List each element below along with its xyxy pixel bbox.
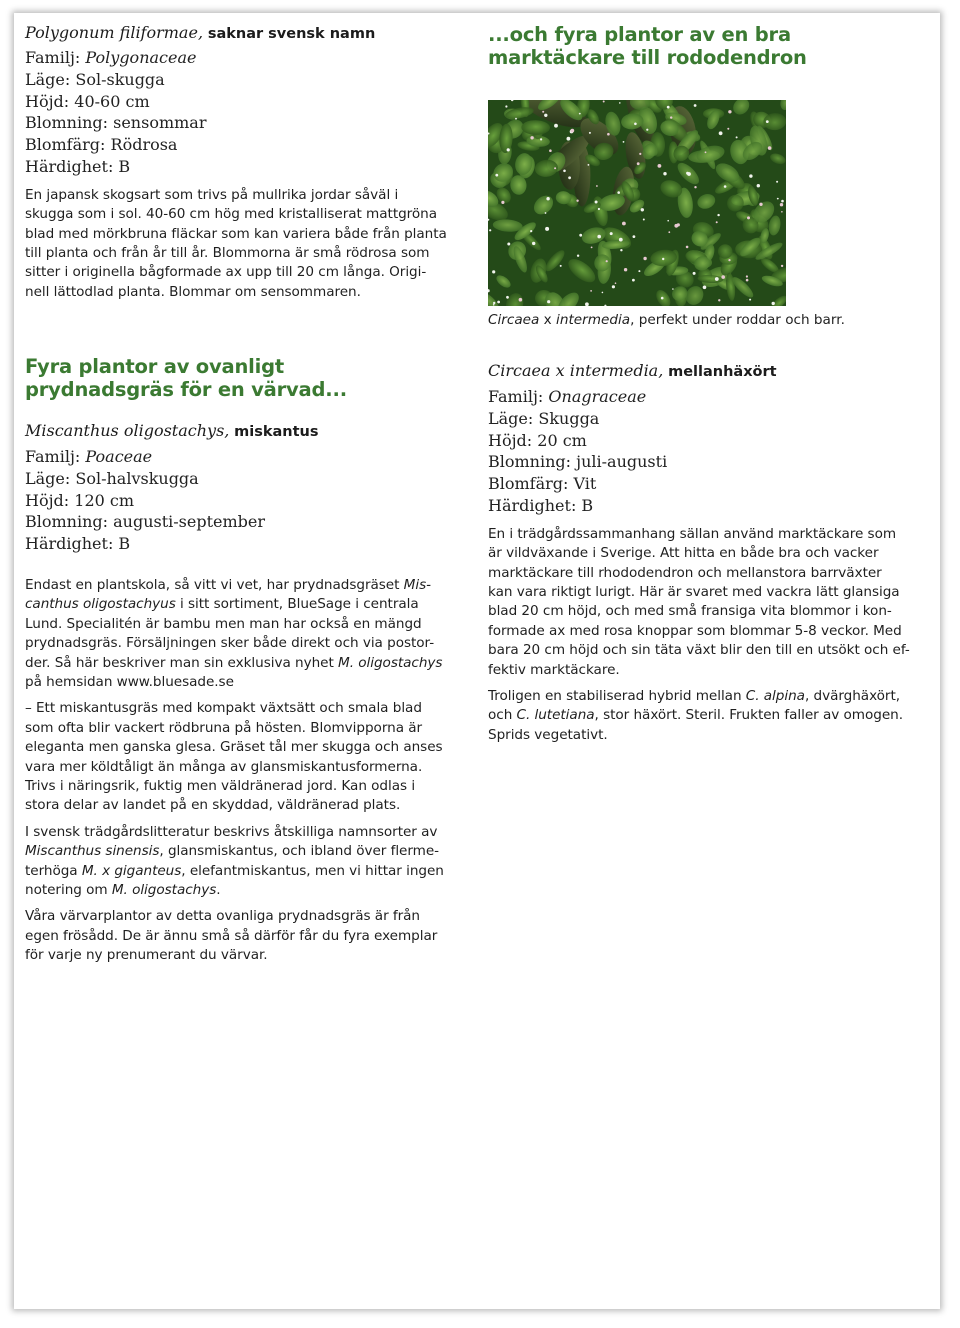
flower-dot [633, 235, 636, 238]
flower-dot [646, 129, 648, 131]
fact-hardiness: Härdighet: B [25, 156, 131, 176]
flower-dot [759, 203, 762, 206]
miscanthus-body [25, 576, 463, 966]
flower-dot [597, 235, 601, 239]
flower-dot [639, 153, 641, 155]
flower-dot [780, 203, 783, 206]
flower-dot [728, 259, 730, 261]
flower-dot [547, 300, 550, 303]
flower-dot [670, 116, 672, 118]
flower-dot [589, 132, 591, 134]
flower-dot [545, 212, 547, 214]
fact-height: Höjd: 20 cm [488, 430, 587, 450]
flower-dot [781, 200, 784, 203]
flower-dot [619, 102, 621, 104]
fact-height: Höjd: 40-60 cm [25, 91, 150, 111]
flower-dot [746, 275, 748, 277]
flower-dot [717, 214, 719, 216]
flower-dot [554, 167, 556, 169]
flower-dot [757, 184, 760, 187]
circaea-title [488, 361, 928, 382]
fact-location: Läge: Skugga [488, 408, 600, 428]
flower-dot [493, 302, 495, 304]
flower-dot [607, 133, 610, 136]
flower-dot [637, 162, 640, 165]
flower-dot [686, 246, 689, 249]
flower-dot [603, 101, 605, 103]
fact-height: Höjd: 120 cm [25, 490, 135, 510]
flower-dot [747, 216, 750, 219]
flower-dot [658, 164, 662, 168]
flower-dot [766, 120, 769, 123]
flower-dot [703, 286, 707, 290]
fact-bloom-time: Blomning: sensommar [25, 113, 207, 133]
flower-dot [620, 249, 622, 251]
flower-dot [544, 114, 547, 117]
polygonum-latin-name: Polygonum filiformae, [25, 23, 204, 42]
flower-dot [632, 279, 635, 282]
flower-dot [724, 185, 727, 188]
flower-dot [497, 301, 500, 304]
flower-dot [606, 260, 608, 262]
fact-family: Familj: Polygonaceae [25, 48, 197, 67]
flower-dot [728, 110, 731, 113]
flower-dot [622, 222, 626, 226]
flower-dot [694, 104, 697, 107]
fact-bloom-time: Blomning: juli-augusti [488, 452, 668, 472]
flower-dot [530, 136, 533, 139]
miscanthus-common-name: miskantus [234, 424, 319, 440]
paragraph-literature: I svensk trädgårdslitteratur beskrivs åtskilliga namnsorter av Miscanthus sinensis, glansmiskantus, och ibland över flerme- terhöga M. x giganteus, elefantmiskantus, men vi hittar ingen notering om M. oligostachys. [25, 823, 444, 899]
flower-dot [598, 208, 600, 210]
fact-hardiness: Härdighet: B [25, 534, 131, 554]
paragraph-nursery: Endast en plantskola, så vitt vi vet, har prydnadsgräset Mis- canthus oligostachyus i sitt sortiment, BlueSage i centrala Lund. Specialitén är bambu men man har också en mängd prydnadsgräs. Försäljningen sker både direkt och via postor- der. Så här beskriver man sin exklusiva nyhet M. oligostachys på hemsidan www.bluesade.se [25, 576, 443, 691]
flower-dot [595, 201, 598, 204]
flower-dot [590, 290, 592, 292]
polygonum-facts [25, 47, 463, 178]
flower-dot [506, 296, 509, 299]
flower-dot [776, 181, 778, 183]
flower-dot [505, 105, 507, 107]
flower-dot [624, 268, 627, 271]
flower-dot [643, 257, 646, 260]
paragraph-hybrid: Troligen en stabiliserad hybrid mellan C. alpina, dvärghäxört, och C. lutetiana, stor häxört. Steril. Frukten faller av omogen. Sprids vegetativt. [488, 688, 903, 743]
flower-dot [718, 299, 720, 301]
flower-dot [532, 242, 535, 245]
flower-dot [663, 172, 666, 175]
flower-dot [542, 111, 544, 113]
flower-dot [579, 113, 581, 115]
grass-section [25, 355, 463, 973]
flower-dot [617, 191, 620, 194]
flower-dot [641, 208, 644, 211]
flower-dot [554, 124, 558, 128]
flower-dot [749, 299, 751, 301]
flower-dot [507, 148, 510, 151]
flower-dot [674, 224, 678, 228]
flower-dot [560, 265, 562, 267]
paragraph-recruitment: Våra värvarplantor av detta ovanliga prydnadsgräs är från egen frösådd. De är ännu små så därför får du fyra exemplar för varje ny prenumerant du värvar. [25, 908, 438, 964]
flower-dot [546, 197, 549, 200]
circaea-latin-name: Circaea x intermedia, [488, 361, 664, 380]
flower-dot [591, 247, 593, 249]
flower-dot [768, 146, 772, 150]
flower-dot [736, 136, 738, 138]
flower-dot [596, 185, 598, 187]
groundcover-header [488, 23, 928, 69]
document-page [14, 13, 940, 1309]
flower-dot [519, 298, 523, 302]
flower-dot [530, 230, 532, 232]
groundcover-heading: ...och fyra plantor av en bra marktäckare till rododendron [488, 23, 807, 69]
flower-dot [638, 270, 640, 272]
flower-dot [576, 200, 578, 202]
flower-dot [693, 272, 696, 275]
flower-dot [563, 170, 566, 173]
flower-dot [686, 172, 689, 175]
flower-dot [781, 265, 783, 267]
fact-bloom-color: Blomfärg: Vit [488, 474, 597, 494]
flower-dot [545, 227, 549, 231]
flower-dot [588, 164, 590, 166]
miscanthus-title [25, 421, 463, 442]
flower-dot [612, 285, 615, 288]
flower-dot [746, 279, 749, 282]
miscanthus-latin-name: Miscanthus oligostachys, [25, 421, 230, 440]
flower-dot [515, 118, 517, 120]
flower-dot [643, 219, 645, 221]
flower-dot [579, 234, 582, 237]
flower-dot [567, 137, 571, 141]
circaea-facts [488, 386, 928, 517]
flower-dot [570, 129, 574, 133]
polygonum-block [25, 23, 463, 302]
flower-dot [507, 243, 510, 246]
flower-dot [667, 106, 670, 109]
fact-family: Familj: Onagraceae [488, 387, 647, 406]
paragraph-quote: – Ett miskantusgräs med kompakt växtsätt och smala blad som ofta blir vackert rödbruna på hösten. Blomvipporna är eleganta men ganska glesa. Gräset tål mer skugga och anses vara mer köldtåligt än många av glansmiskantusformerna. Trivs i näringsrik, fuktig men väldränerad jord. Kan odlas i stora delar av landet på en skyddad, väldränerad plats. [25, 700, 443, 814]
paragraph-description: En i trädgårdssammanhang sällan använd marktäckare som är vildväxande i Sverige. Att hitta en både bra och vacker marktäckare till rhododendron och mellanstora barrväxter kan vara riktigt lurigt. Här är svaret med vackra lätt glansiga blad 20 cm höjd, och med små fransiga vita blommor i kon- formade ax med rosa knoppar som blommar 5-8 veckor. Med bara 20 cm höjd och sin täta växt blir den till en utsökt och ef- fektiv marktäckare. [488, 525, 910, 678]
flower-dot [493, 304, 495, 306]
miscanthus-facts [25, 446, 463, 555]
fact-location: Läge: Sol-skugga [25, 69, 165, 89]
circaea-body [488, 525, 928, 745]
circaea-photo [488, 100, 786, 306]
flower-dot [549, 149, 552, 152]
flower-dot [715, 277, 719, 281]
circaea-common-name: mellanhäxört [668, 364, 777, 380]
flower-dot [492, 270, 495, 273]
flower-dot [716, 221, 718, 223]
flower-dot [623, 141, 625, 143]
polygonum-title [25, 23, 463, 44]
flower-dot [489, 229, 491, 231]
flower-dot [495, 174, 498, 177]
flower-dot [610, 232, 613, 235]
polygonum-description: En japansk skogsart som trivs på mullrika jordar såväl i skugga som i sol. 40-60 cm hög med kristalliserat mattgröna blad med mörkbruna fläckar som kan variera både från planta till planta och från år till år. Blommorna är små rödrosa som sitter i originella bågformade ax upp till 20 cm långa. Origi- nell lättodlad planta. Blommar om sensommaren. [25, 186, 447, 300]
fact-bloom-time: Blomning: augusti-september [25, 512, 266, 532]
flower-dot [667, 220, 669, 222]
flower-dot [777, 198, 779, 200]
flower-dot [602, 292, 604, 294]
flower-dot [662, 258, 664, 260]
flower-dot [719, 131, 723, 135]
flower-dot [501, 201, 504, 204]
flower-dot [694, 186, 696, 188]
flower-dot [661, 297, 664, 300]
flower-dot [577, 255, 579, 257]
flower-dot [705, 151, 707, 153]
flower-dot [727, 128, 729, 130]
flower-dot [668, 231, 670, 233]
grass-heading: Fyra plantor av ovanligt prydnadsgräs för en värvad... [25, 355, 347, 401]
flower-dot [721, 275, 725, 279]
flower-dot [749, 174, 752, 177]
flower-dot [619, 238, 623, 242]
flower-dot [634, 123, 637, 126]
fact-bloom-color: Blomfärg: Rödrosa [25, 135, 178, 155]
foliage-image [488, 100, 786, 306]
flower-dot [540, 138, 542, 140]
circaea-block [488, 361, 928, 752]
polygonum-common-name: saknar svensk namn [207, 26, 376, 42]
flower-dot [781, 211, 783, 213]
flower-dot [568, 176, 571, 179]
fact-hardiness: Härdighet: B [488, 495, 594, 515]
flower-dot [615, 282, 617, 284]
fact-location: Läge: Sol-halvskugga [25, 468, 199, 488]
flower-dot [672, 288, 674, 290]
flower-dot [772, 302, 775, 305]
photo-caption: Circaea x intermedia, perfekt under roddar och barr. [488, 312, 845, 328]
fact-family: Familj: Poaceae [25, 447, 153, 466]
